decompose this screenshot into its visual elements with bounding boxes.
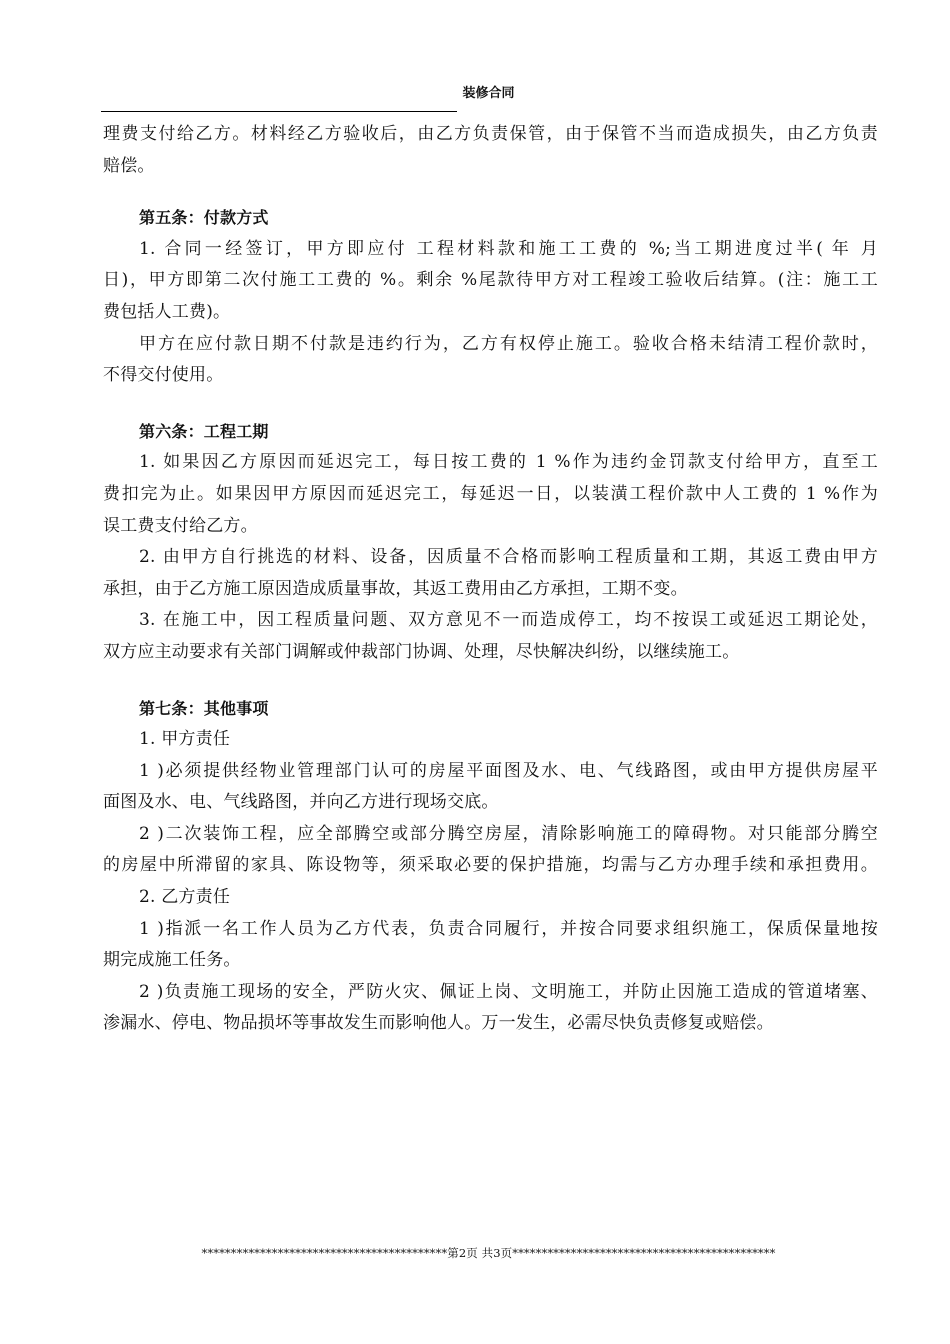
paragraph-line: 的房屋中所滞留的家具、陈设物等，须采取必要的保护措施，均需与乙方办理手续和承担费用。 xyxy=(103,855,878,876)
subsection-heading: 2. 乙方责任 xyxy=(139,887,231,908)
paragraph-line: 甲方在应付款日期不付款是违约行为，乙方有权停止施工。验收合格未结清工程价款时， xyxy=(139,333,878,354)
paragraph-line: 日)，甲方即第二次付施工工费的 %。剩余 %尾款待甲方对工程竣工验收后结算。(注：施工工 xyxy=(103,270,878,291)
section-heading: 第七条：其他事项 xyxy=(139,698,269,718)
paragraph-line: 误工费支付给乙方。 xyxy=(103,515,258,536)
paragraph-line: 3. 在施工中，因工程质量问题、双方意见不一而造成停工，均不按误工或延迟工期论处， xyxy=(139,610,878,631)
paragraph-line: 理费支付给乙方。材料经乙方验收后，由乙方负责保管，由于保管不当而造成损失，由乙方负责 xyxy=(103,124,878,144)
document-body xyxy=(103,119,878,1040)
paragraph-line: 1. 如果因乙方原因而延迟完工，每日按工费的 1 %作为违约金罚款支付给甲方，直至工 xyxy=(139,452,878,473)
paragraph-line: 不得交付使用。 xyxy=(103,365,224,386)
paragraph-line: 2. 由甲方自行挑选的材料、设备，因质量不合格而影响工程质量和工期，其返工费由甲方 xyxy=(139,547,878,568)
paragraph-line: 2 )二次装饰工程，应全部腾空或部分腾空房屋，清除影响施工的障碍物。对只能部分腾空 xyxy=(139,823,878,844)
paragraph-line: 1 )必须提供经物业管理部门认可的房屋平面图及水、电、气线路图，或由甲方提供房屋平 xyxy=(139,760,878,781)
page-footer: ******************************************第2页 共3页********************************************* xyxy=(201,1246,776,1260)
paragraph-line: 费扣完为止。如果因甲方原因而延迟完工，每延迟一日，以装潢工程价款中人工费的 1 %作为 xyxy=(103,483,878,504)
paragraph-line: 费包括人工费)。 xyxy=(103,301,231,322)
paragraph-line: 期完成施工任务。 xyxy=(103,950,241,971)
section-heading: 第五条：付款方式 xyxy=(139,208,269,228)
paragraph-line: 2 )负责施工现场的安全，严防火灾、佩证上岗、文明施工，并防止因施工造成的管道堵塞、 xyxy=(139,981,878,1002)
section-heading: 第六条：工程工期 xyxy=(139,421,269,441)
subsection-heading: 1. 甲方责任 xyxy=(139,729,231,750)
header-title: 装修合同 xyxy=(462,86,515,101)
paragraph-line: 双方应主动要求有关部门调解或仲裁部门协调、处理，尽快解决纠纷，以继续施工。 xyxy=(103,641,740,662)
paragraph-line: 赔偿。 xyxy=(103,155,155,176)
paragraph-line: 面图及水、电、气线路图，并向乙方进行现场交底。 xyxy=(103,792,499,813)
paragraph-line: 承担，由于乙方施工原因造成质量事故，其返工费用由乙方承担，工期不变。 xyxy=(103,578,688,599)
header-divider xyxy=(101,111,457,112)
paragraph-line: 1. 合同一经签订，甲方即应付 工程材料款和施工工费的 %;当工期进度过半( 年 月 xyxy=(139,238,878,259)
paragraph-line: 1 )指派一名工作人员为乙方代表，负责合同履行，并按合同要求组织施工，保质保量地按 xyxy=(139,918,878,939)
paragraph-line: 渗漏水、停电、物品损坏等事故发生而影响他人。万一发生，必需尽快负责修复或赔偿。 xyxy=(103,1013,774,1034)
